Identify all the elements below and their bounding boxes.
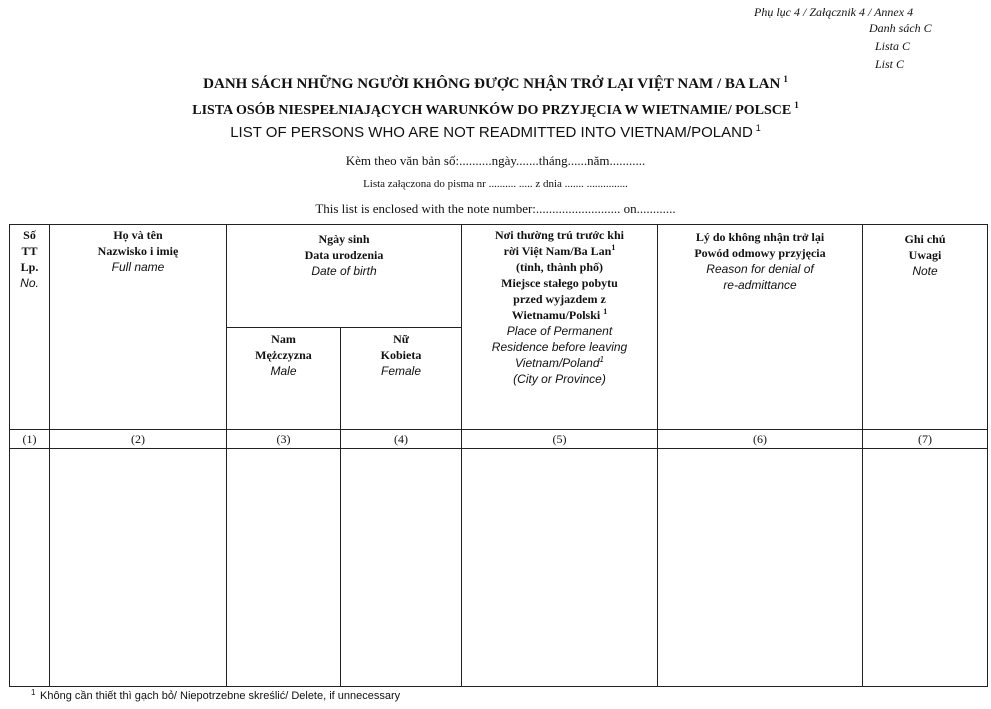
- footnote-ref: 1: [794, 100, 799, 111]
- footnote-mark: 1: [31, 688, 36, 697]
- blank-cell: [462, 449, 658, 687]
- enclosure-pl: Lista załączona do pisma nr .......... ..... z dnia ....... ...............: [363, 178, 628, 190]
- footnote: [31, 688, 401, 702]
- list-label-pl: Lista C: [875, 39, 911, 53]
- footnote-text: Không cần thiết thì gạch bỏ/ Niepotrzebne skreślić/ Delete, if unnecessary: [40, 690, 401, 702]
- footnote-ref: 1: [755, 123, 761, 133]
- enclosure-vn: Kèm theo văn bản số:..........ngày.......tháng......năm...........: [345, 153, 646, 168]
- column-number-row: [10, 430, 988, 449]
- header-female: Nữ Kobieta Female: [341, 328, 462, 430]
- header-note: Ghi chú Uwagi Note: [863, 225, 988, 430]
- title-en: LIST OF PERSONS WHO ARE NOT READMITTED INTO VIETNAM/POLAND $^1$: [230, 123, 761, 141]
- annex-label: [754, 4, 913, 21]
- footnote-ref: 1: [783, 74, 788, 84]
- column-number: (5): [462, 430, 658, 449]
- blank-entry-area: [10, 449, 988, 687]
- blank-cell: [227, 449, 341, 687]
- blank-cell: [50, 449, 227, 687]
- column-number: (4): [341, 430, 462, 449]
- column-number: (7): [863, 430, 988, 449]
- header-reason: Lý do không nhận trở lại Powód odmowy przyjęcia Reason for denial of re-admittance: [658, 225, 863, 430]
- column-number: (2): [50, 430, 227, 449]
- persons-table: [9, 224, 988, 687]
- header-date-of-birth: Ngày sinh Data urodzenia Date of birth: [227, 225, 462, 328]
- header-no: Số TT Lp. No.: [10, 225, 50, 430]
- list-label-vn: Danh sách C: [869, 21, 932, 35]
- title-pl: LISTA OSÓB NIESPEŁNIAJĄCYCH WARUNKÓW DO PRZYJĘCIA W WIETNAMIE/ POLSCE $^1$: [192, 100, 799, 118]
- blank-cell: [863, 449, 988, 687]
- list-label-en: List C: [875, 57, 905, 71]
- header-full-name: Họ và tên Nazwisko i imię Full name: [50, 225, 227, 430]
- column-number: (1): [10, 430, 50, 449]
- column-number: (6): [658, 430, 863, 449]
- blank-cell: [341, 449, 462, 687]
- blank-cell: [658, 449, 863, 687]
- header-residence: Nơi thường trú trước khi rời Việt Nam/Ba Lan$^1$ (tỉnh, thành phố) Miejsce stałego pobytu przed wyjazdem z Wietnamu/Polski $^1$ Place of Permanent Residence before leaving Vietnam/Poland$^1$ (City or Province): [462, 225, 658, 430]
- header-male: Nam Mężczyzna Male: [227, 328, 341, 430]
- annex-line-1: Phụ lục 4 / Załącznik 4 / Annex 4: [754, 5, 914, 19]
- enclosure-en: This list is enclosed with the note number:.......................... on............: [315, 201, 676, 216]
- title-vn: DANH SÁCH NHỮNG NGƯỜI KHÔNG ĐƯỢC NHẬN TRỞ LẠI VIỆT NAM / BA LAN $^1$: [203, 74, 788, 92]
- blank-cell: [10, 449, 50, 687]
- column-number: (3): [227, 430, 341, 449]
